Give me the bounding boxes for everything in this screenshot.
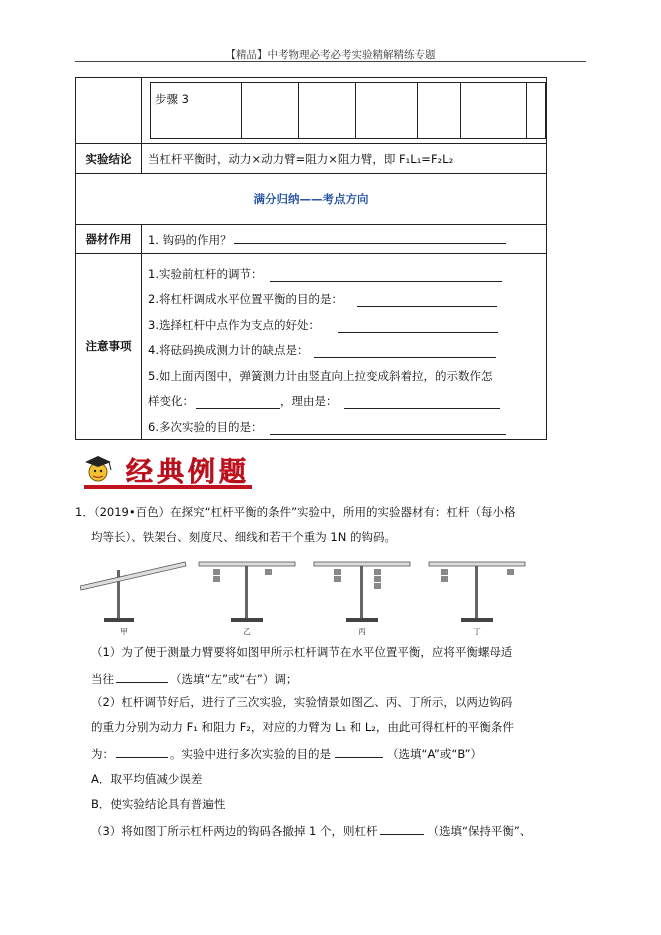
answer-blank (380, 822, 424, 835)
lever-figures (80, 556, 530, 638)
answer-blank (270, 422, 506, 435)
lever-fig-ding (429, 562, 525, 636)
note-5a: 5.如上面丙图中，弹簧测力计由竖直向上拉变成斜着拉，的示数作怎 (148, 368, 493, 383)
answer-blank (270, 269, 502, 282)
part2-line-b: 的重力分别为动力 F₁ 和阻力 F₂，对应的力臂为 L₁ 和 L₂，由此可得杠杆的平衡条件 (91, 720, 514, 734)
graduate-mascot-icon (85, 456, 111, 481)
classic-examples-banner (78, 448, 258, 493)
experiment-table (75, 77, 547, 440)
steps-cell (142, 78, 547, 144)
conclusion-text: 当杠杆平衡时，动力×动力臂=阻力×阻力臂，即 F₁L₁=F₂L₂ (142, 144, 547, 174)
notes-cell (142, 254, 547, 440)
note-4: 4.将砝码换成测力计的缺点是： (148, 333, 545, 359)
note-2: 2.将杠杆调成水平位置平衡的目的是： (148, 282, 545, 308)
equipment-label: 器材作用 (76, 225, 142, 254)
answer-blank (314, 345, 496, 358)
lever-fig-bing (314, 562, 410, 636)
lever-fig-jia (80, 562, 186, 636)
answer-blank (357, 294, 497, 307)
equipment-row (142, 225, 547, 254)
fig-label: 丙 (358, 627, 366, 636)
fig-label: 乙 (243, 627, 251, 636)
answer-blank (116, 670, 168, 683)
note-1: 1.实验前杠杆的调节： (148, 256, 545, 282)
steps-grid (150, 82, 546, 139)
page-header: 【精品】中考物理必考必考实验精解精练专题 (225, 49, 436, 61)
part1-line-b: 当往 （选填“左”或“右”）调； (91, 672, 298, 686)
answer-blank (116, 745, 168, 758)
equipment-question: 1. 钩码的作用？ (148, 232, 232, 247)
answer-blank (335, 745, 383, 758)
section-title: 满分归纳——考点方向 (76, 174, 547, 225)
fig-label: 丁 (473, 627, 481, 636)
answer-blank (344, 396, 500, 409)
part2-line-c: 为： 。实验中进行多次实验的目的是 （选填“A”或“B”） (91, 747, 483, 761)
part2-line-a: （2）杠杆调节好后，进行了三次实验，实验情景如图乙、丙、丁所示，以两边钩码 (91, 695, 513, 709)
note-5b: 样变化： ，理由是： (148, 384, 545, 410)
answer-blank (338, 320, 498, 333)
part3-line: （3）将如图丁所示杠杆两边的钩码各撤掉 1 个，则杠杆 （选填“保持平衡”、 (91, 824, 532, 838)
header-divider (75, 61, 586, 62)
banner-text: 经典例题 (126, 457, 250, 488)
notes-label: 注意事项 (76, 254, 142, 440)
question-line-1: 1．（2019•百色）在探究“杠杆平衡的条件”实验中，所用的实验器材有：杠杆（每小格 (75, 505, 516, 519)
option-b: B．使实验结论具有普遍性 (91, 797, 226, 811)
answer-blank (234, 231, 506, 244)
step3-label: 步骤 3 (151, 83, 242, 139)
conclusion-label: 实验结论 (76, 144, 142, 174)
empty-label-cell (76, 78, 142, 144)
part1-line-a: （1）为了便于测量力臂要将如图甲所示杠杆调节在水平位置平衡，应将平衡螺母适 (91, 645, 513, 659)
option-a: A．取平均值减少误差 (91, 772, 203, 786)
fig-label: 甲 (120, 627, 128, 636)
note-6: 6.多次实验的目的是： (148, 409, 545, 435)
note-3: 3.选择杠杆中点作为支点的好处： (148, 307, 545, 333)
answer-blank (196, 396, 280, 409)
lever-fig-yi (199, 562, 295, 636)
question-line-2: 均等长）、铁架台、刻度尺、细线和若干个重为 1N 的钩码。 (91, 530, 396, 544)
